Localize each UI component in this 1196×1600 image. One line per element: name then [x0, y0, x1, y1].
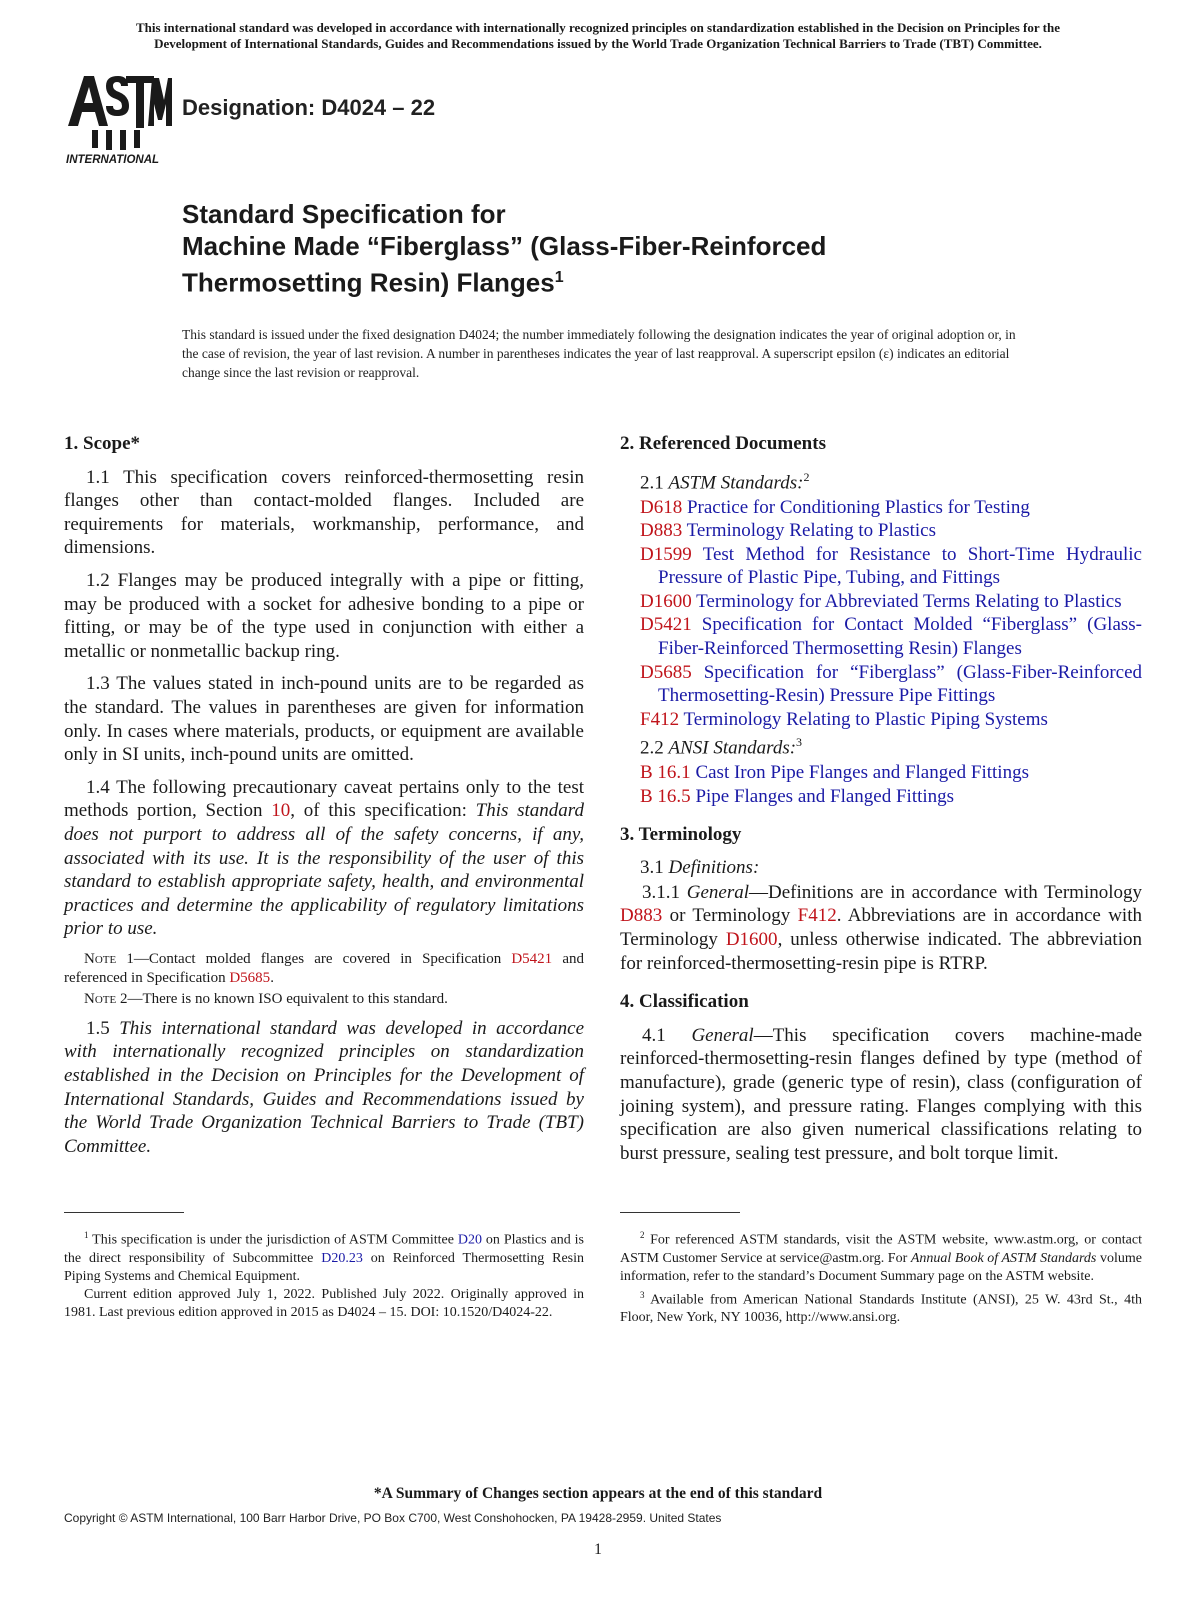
reference-item[interactable]	[640, 590, 1142, 614]
scope-1-1: 1.1 This specification covers reinforced-thermosetting resin flanges other than contact-molded flanges. Included are requirements for materials, workmanship, performance, and dimensions.	[64, 466, 584, 559]
reference-title[interactable]: Terminology Relating to Plastics	[686, 520, 936, 542]
title-line3	[182, 262, 1082, 299]
terminology-3-1	[640, 856, 1142, 880]
terminology-3-1-1-term: General	[686, 881, 750, 903]
note-1-mid: and referenced in Specification	[64, 950, 584, 986]
footnote-2-italic: Annual Book of ASTM Standards	[910, 1250, 1097, 1266]
astm-standards-label	[640, 466, 1142, 495]
reference-item[interactable]	[640, 661, 1142, 708]
left-column	[64, 432, 584, 1167]
link-d20-23[interactable]: D20.23	[321, 1250, 363, 1266]
reference-item[interactable]	[640, 543, 1142, 590]
link-d883[interactable]: D883	[620, 905, 663, 927]
issued-note: This standard is issued under the fixed designation D4024; the number immediately following the designation indicates the year of original adoption or, in the case of revision, the year of last revision. A number in parentheses indicates the year of last reapproval. A superscript epsilon (ε) indicates an editorial change since the last revision or reapproval.	[182, 327, 1016, 380]
terminology-3-1-1-a: —Definitions are in accordance with Terminology	[749, 881, 1143, 903]
footnote-2-b: volume information, refer to the standard’s Document Summary page on the ASTM website.	[620, 1250, 1142, 1284]
section-10-link[interactable]: 10	[271, 800, 291, 822]
note-1-label: Note 1	[84, 950, 134, 967]
terminology-3-1-num: 3.1	[640, 857, 669, 879]
footnote-1-c: on Reinforced Thermosetting Resin Piping Systems and Chemical Equipment.	[64, 1250, 584, 1284]
reference-code[interactable]: B 16.5	[640, 785, 691, 807]
scope-1-5-num: 1.5	[86, 1017, 120, 1039]
copyright: Copyright © ASTM International, 100 Barr Harbor Drive, PO Box C700, West Conshohocken, PA 19428-2959. United States	[64, 1511, 722, 1525]
astm-standards-num: 2.1	[640, 471, 669, 493]
section-references-heading: 2. Referenced Documents	[620, 433, 826, 454]
section-terminology-heading: 3. Terminology	[620, 823, 742, 845]
footnote-1-b: on Plastics and is the direct responsibility of Subcommittee	[64, 1232, 584, 1266]
note-2-label: Note 2	[84, 990, 128, 1007]
terminology-3-1-text: Definitions:	[668, 857, 760, 879]
ansi-standards-num: 2.2	[640, 737, 669, 759]
classification-4-1-term: General	[691, 1024, 754, 1046]
reference-title[interactable]: Specification for Contact Molded “Fiberglass” (Glass-Fiber-Reinforced Thermosetting Resin) Flanges	[658, 614, 1142, 660]
reference-code[interactable]: D1599	[640, 543, 692, 565]
note-1-link-d5685[interactable]: D5685	[229, 969, 271, 986]
scope-1-4-pre: 1.4 The following precautionary caveat pertains only to the test methods portion, Section	[64, 776, 584, 822]
scope-1-4	[64, 776, 584, 941]
footnote-1	[64, 1226, 584, 1322]
note-1	[64, 950, 584, 988]
footnote-3	[620, 1286, 1142, 1328]
ansi-standards-text: ANSI Standards:	[668, 737, 797, 759]
tbt-notice-line2: Development of International Standards, Guides and Recommendations issued by the World Trade Organization Technical Barriers to Trade (TBT) Committee.	[154, 36, 1042, 51]
astm-logo	[62, 70, 172, 170]
astm-standards-sup: 2	[803, 469, 810, 484]
title-line2: Machine Made “Fiberglass” (Glass-Fiber-Reinforced	[182, 231, 827, 261]
footnote-2-mark: 2	[640, 1230, 645, 1240]
scope-1-2: 1.2 Flanges may be produced integrally with a pipe or fitting, may be produced with a socket for adhesive bonding to a pipe or fitting, or may be of the type used in conjunction with either a metallic or nonmetallic backup ring.	[64, 569, 584, 662]
classification-4-1-num: 4.1	[642, 1024, 692, 1046]
right-column	[620, 432, 1142, 1174]
section-scope-heading: 1. Scope*	[64, 433, 140, 454]
astm-logo-wordmark: INTERNATIONAL	[66, 154, 160, 166]
reference-title[interactable]: Cast Iron Pipe Flanges and Flanged Fittings	[695, 762, 1029, 784]
reference-code[interactable]: D5421	[640, 614, 692, 636]
ansi-standards-label	[640, 731, 1142, 760]
reference-item[interactable]	[640, 613, 1142, 660]
scope-1-4-caveat: This standard does not purport to address all of the safety concerns, if any, associated with its use. It is the responsibility of the user of this standard to establish appropriate safety, health, and environmental practices and determine the applicability of regulatory limitations prior to use.	[64, 800, 584, 940]
astm-logo-mark	[62, 70, 172, 170]
reference-title[interactable]: Practice for Conditioning Plastics for Testing	[686, 496, 1030, 518]
ansi-reference-list	[620, 761, 1142, 808]
reference-item[interactable]	[640, 496, 1142, 520]
classification-4-1	[620, 1024, 1142, 1166]
reference-code[interactable]: D1600	[640, 590, 692, 612]
summary-of-changes-note: *A Summary of Changes section appears at the end of this standard	[373, 1485, 823, 1502]
title-line3-text: Thermosetting Resin) Flanges	[182, 267, 555, 298]
reference-item[interactable]	[640, 708, 1142, 732]
page-number: 1	[594, 1541, 602, 1558]
link-d20[interactable]: D20	[457, 1232, 482, 1248]
footnote-3-mark: 3	[640, 1289, 645, 1300]
footnote-1-p2: Current edition approved July 1, 2022. Published July 2022. Originally approved in 1981. Last previous edition approved in 2015 as D4024 – 15. DOI: 10.1520/D4024-22.	[64, 1286, 584, 1320]
reference-title[interactable]: Terminology for Abbreviated Terms Relating to Plastics	[696, 590, 1122, 612]
scope-1-3: 1.3 The values stated in inch-pound units are to be regarded as the standard. The values in parentheses are given for information only. In cases where materials, products, or equipment are available only in SI units, inch-pound units are omitted.	[64, 673, 584, 766]
reference-title[interactable]: Test Method for Resistance to Short-Time Hydraulic Pressure of Plastic Pipe, Tubing, and Fittings	[658, 543, 1142, 589]
scope-1-4-mid: , of this specification:	[290, 800, 476, 822]
terminology-3-1-1-b: or Terminology	[662, 905, 798, 927]
link-f412[interactable]: F412	[797, 905, 837, 927]
reference-code[interactable]: D883	[640, 520, 683, 542]
reference-code[interactable]: D618	[640, 496, 683, 518]
scope-1-5	[64, 1017, 584, 1159]
reference-item[interactable]	[640, 519, 1142, 543]
section-classification-heading: 4. Classification	[620, 991, 749, 1013]
footnote-3-text: Available from American National Standards Institute (ANSI), 25 W. 43rd St., 4th Floor, New York, NY 10036, http://www.ansi.org.	[620, 1292, 1142, 1326]
note-1-pre: —Contact molded flanges are covered in Specification	[133, 950, 512, 967]
terminology-3-1-1-d: , unless otherwise indicated. The abbreviation for reinforced-thermosetting-resin pipe is RTRP.	[620, 928, 1142, 974]
link-d1600[interactable]: D1600	[725, 928, 778, 950]
footnotes-right	[620, 1226, 1142, 1327]
astm-reference-list	[620, 496, 1142, 732]
reference-code[interactable]: D5685	[640, 661, 692, 683]
classification-4-1-text: —This specification covers machine-made reinforced-thermosetting-resin flanges defined by type (method of manufacture), grade (generic type of resin), class (configuration of joining system), and pressure rating. Flanges complying with this specification are also given numerical classifications relating to burst pressure, sealing test pressure, and bolt torque limit.	[620, 1024, 1143, 1164]
reference-title[interactable]: Pipe Flanges and Flanged Fittings	[695, 785, 955, 807]
astm-standards-text: ASTM Standards:	[668, 471, 804, 493]
footnote-rule-right	[620, 1212, 740, 1213]
title-line1: Standard Specification for	[182, 199, 506, 229]
footnote-2-a: For referenced ASTM standards, visit the ASTM website, www.astm.org, or contact ASTM Customer Service at service@astm.org. For	[620, 1232, 1142, 1266]
scope-1-5-text: This international standard was developed in accordance with internationally recognized principles on standardization established in the Decision on Principles for the Development of International Standards, Guides and Recommendations issued by the World Trade Organization Technical Barriers to Trade (TBT) Committee.	[64, 1017, 584, 1157]
terminology-3-1-1	[620, 881, 1142, 975]
reference-item[interactable]	[640, 785, 1142, 809]
reference-code[interactable]: F412	[640, 708, 680, 730]
footnote-1-mark: 1	[84, 1230, 89, 1240]
designation: Designation: D4024 – 22	[182, 95, 436, 120]
reference-title[interactable]: Specification for “Fiberglass” (Glass-Fiber-Reinforced Thermosetting-Resin) Pressure Pipe Fittings	[658, 661, 1143, 707]
terminology-3-1-1-c: . Abbreviations are in accordance with Terminology	[620, 905, 1142, 950]
reference-title[interactable]: Terminology Relating to Plastic Piping Systems	[683, 708, 1048, 730]
ansi-standards-sup: 3	[796, 735, 803, 750]
reference-item[interactable]	[640, 761, 1142, 785]
footnote-1-a: This specification is under the jurisdiction of ASTM Committee	[88, 1232, 458, 1248]
footnote-rule-left	[64, 1212, 184, 1213]
footnote-1-p1	[64, 1226, 584, 1286]
note-1-link-d5421[interactable]: D5421	[511, 950, 553, 967]
document-title	[182, 198, 1082, 299]
note-2-text: —There is no known ISO equivalent to this standard.	[127, 990, 448, 1007]
tbt-notice-line1: This international standard was developed in accordance with internationally recognized principles on standardization established in the Decision on Principles for the	[135, 20, 1060, 35]
note-2	[64, 990, 584, 1009]
reference-code[interactable]: B 16.1	[640, 762, 691, 784]
footnote-2	[620, 1226, 1142, 1286]
title-footnote-mark: 1	[554, 269, 564, 286]
terminology-3-1-1-num: 3.1.1	[642, 881, 687, 903]
tbt-notice	[62, 20, 1134, 52]
note-1-end: .	[270, 969, 274, 986]
